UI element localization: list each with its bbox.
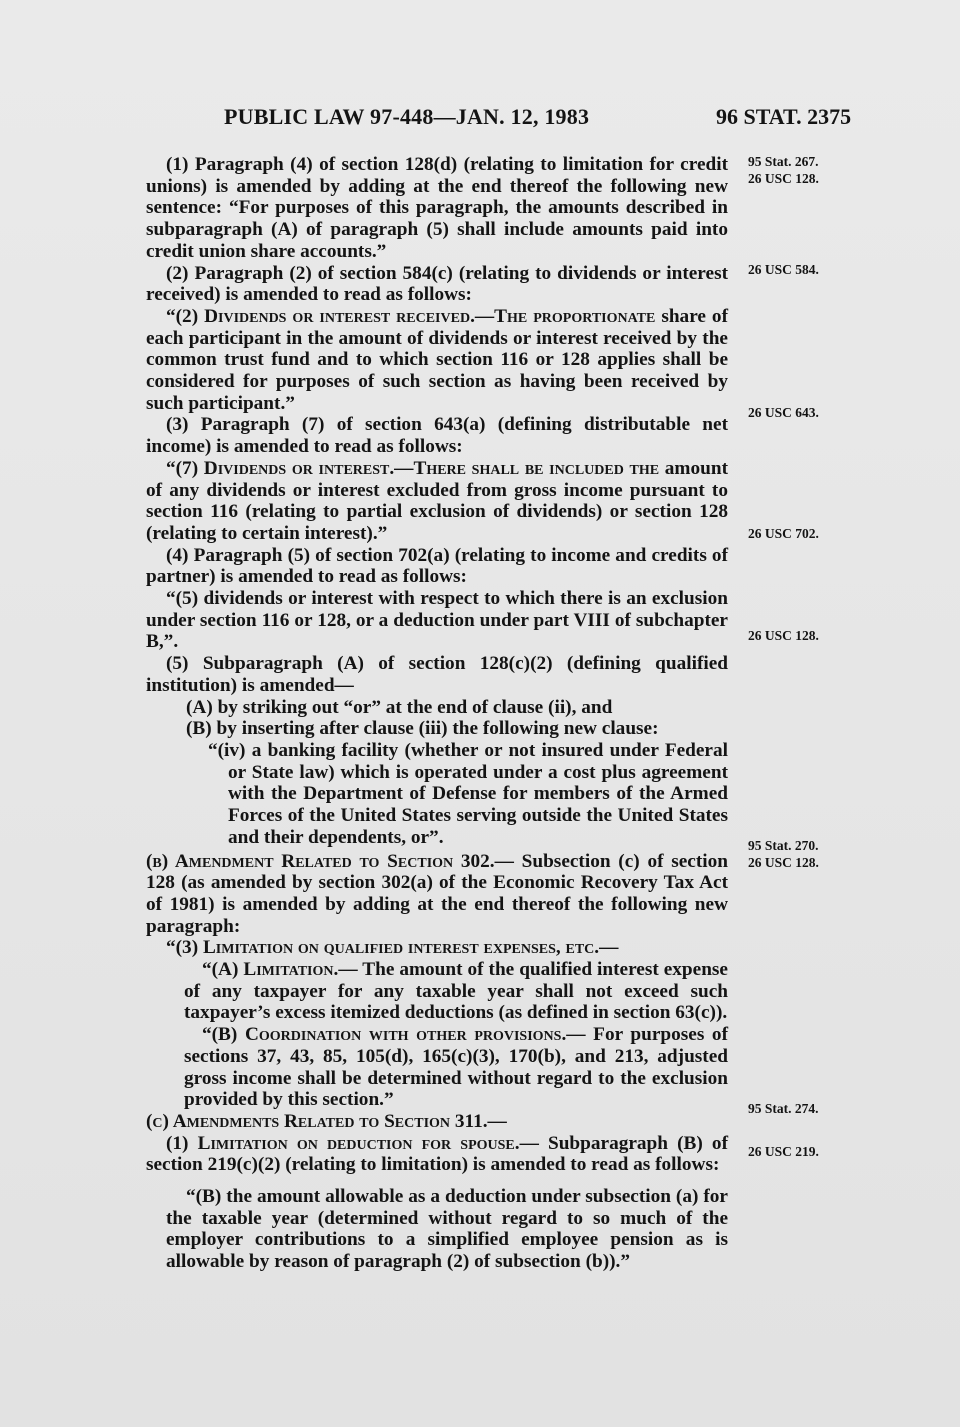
margin-note-6: 26 USC 128. <box>748 628 819 643</box>
paragraph-16-text: Subparagraph (B) of section 219(c)(2) (relating to limitation) is amended to read as follows: <box>146 1132 728 1176</box>
paragraph-13-text: The amount of the qualified interest expense of any taxpayer for any taxable year shall not exceed such taxpayer’s excess itemized deductions (as defined in section 63(c)). <box>184 959 728 1024</box>
page-header <box>0 104 960 144</box>
paragraph-9: (A) by striking out “or” at the end of clause (ii), and <box>186 696 613 718</box>
paragraph-2: (2) Paragraph (2) of section 584(c) (relating to dividends or interest received) is amended to read as follows: <box>146 262 728 306</box>
paragraph-13 <box>146 959 728 1024</box>
heading-limitation <box>146 937 728 959</box>
paragraph-10: (B) by inserting after clause (iii) the following new clause: <box>186 718 659 740</box>
paragraph-5-text: amount of any dividends or interest excluded from gross income pursuant to section 116 (relating to partial exclusion of dividends) or section 128 (relating to certain interest).” <box>146 457 728 544</box>
paragraph-3 <box>146 306 728 415</box>
margin-note-5: 26 USC 702. <box>748 526 819 541</box>
paragraph-14-text: For purposes of sections 37, 43, 85, 105(d), 165(c)(3), 170(b), and 213, adjusted gross income shall be determined without regard to the exclusion provided by this section.” <box>184 1024 728 1111</box>
heading-limitation-text: “(3) Limitation on qualified interest expenses, etc.— <box>166 937 619 959</box>
paragraph-11: “(iv) a banking facility (whether or not insured under Federal or State law) which is operated under a cost plus agreement with the Department of Defense for members of the Armed Forces of the United States serving outside the United States and their dependents, or”. <box>208 739 728 848</box>
heading-limitation-a: “(A) Limitation.— <box>202 959 358 981</box>
paragraph-1: (1) Paragraph (4) of section 128(d) (relating to limitation for credit unions) is amended by adding at the end thereof the following new sentence: “For purposes of this paragraph, the amounts described in subparagraph (A) of paragraph (5) shall include amounts paid into credit union share accounts.” <box>146 154 728 262</box>
document-body <box>146 154 728 1273</box>
paragraph-12 <box>146 851 728 938</box>
paragraph-6: (4) Paragraph (5) of section 702(a) (relating to income and credits of partner) is amended to read as follows: <box>146 544 728 588</box>
page-title: PUBLIC LAW 97-448—JAN. 12, 1983 <box>224 104 590 129</box>
paragraph-5 <box>146 458 728 545</box>
paragraph-3-text: share of each participant in the amount of dividends or interest received by the common trust fund and to which section 116 or 128 applies shall be considered for purposes of such section as having been received by such participant.” <box>146 305 728 414</box>
statute-citation: 96 STAT. 2375 <box>716 104 852 129</box>
margin-note-8: 26 USC 128. <box>748 855 819 870</box>
heading-dividends-interest-received: “(2) Dividends or interest received.—The proportionate <box>166 305 656 327</box>
heading-amendment-302: (b) Amendment Related to Section 302.— <box>146 850 514 872</box>
heading-dividends-or-interest: “(7) Dividends or interest.—There shall be included the <box>166 457 660 479</box>
paragraph-15 <box>146 1111 728 1133</box>
margin-note-1: 95 Stat. 267. <box>748 154 819 169</box>
margin-note-3: 26 USC 584. <box>748 262 819 277</box>
paragraph-17: “(B) the amount allowable as a deduction under subsection (a) for the taxable year (determined without regard to so much of the employer contributions to a simplified employee pension as is allowable by reason of paragraph (2) of subsection (b)).” <box>166 1186 728 1273</box>
margin-note-10: 26 USC 219. <box>748 1144 819 1159</box>
heading-coordination-b: “(B) Coordination with other provisions.— <box>202 1024 586 1046</box>
heading-spouse: (1) Limitation on deduction for spouse.— <box>166 1132 539 1154</box>
paragraph-4: (3) Paragraph (7) of section 643(a) (defining distributable net income) is amended to read as follows: <box>146 414 728 458</box>
margin-note-9: 95 Stat. 274. <box>748 1101 819 1116</box>
margin-note-2: 26 USC 128. <box>748 171 819 186</box>
paragraph-12-text: Subsection (c) of section 128 (as amended by section 302(a) of the Economic Recovery Tax Act of 1981) is amended by adding at the end thereof the following new paragraph: <box>146 850 728 937</box>
heading-amendments-311: (c) Amendments Related to Section 311.— <box>146 1110 507 1132</box>
paragraph-7: “(5) dividends or interest with respect to which there is an exclusion under section 116 or 128, or a deduction under part VIII of subchapter B,”. <box>146 588 728 653</box>
margin-note-7: 95 Stat. 270. <box>748 838 819 853</box>
paragraph-16 <box>146 1133 728 1176</box>
paragraph-14 <box>146 1024 728 1111</box>
margin-note-4: 26 USC 643. <box>748 405 819 420</box>
paragraph-8: (5) Subparagraph (A) of section 128(c)(2) (defining qualified institution) is amended— <box>146 653 728 696</box>
